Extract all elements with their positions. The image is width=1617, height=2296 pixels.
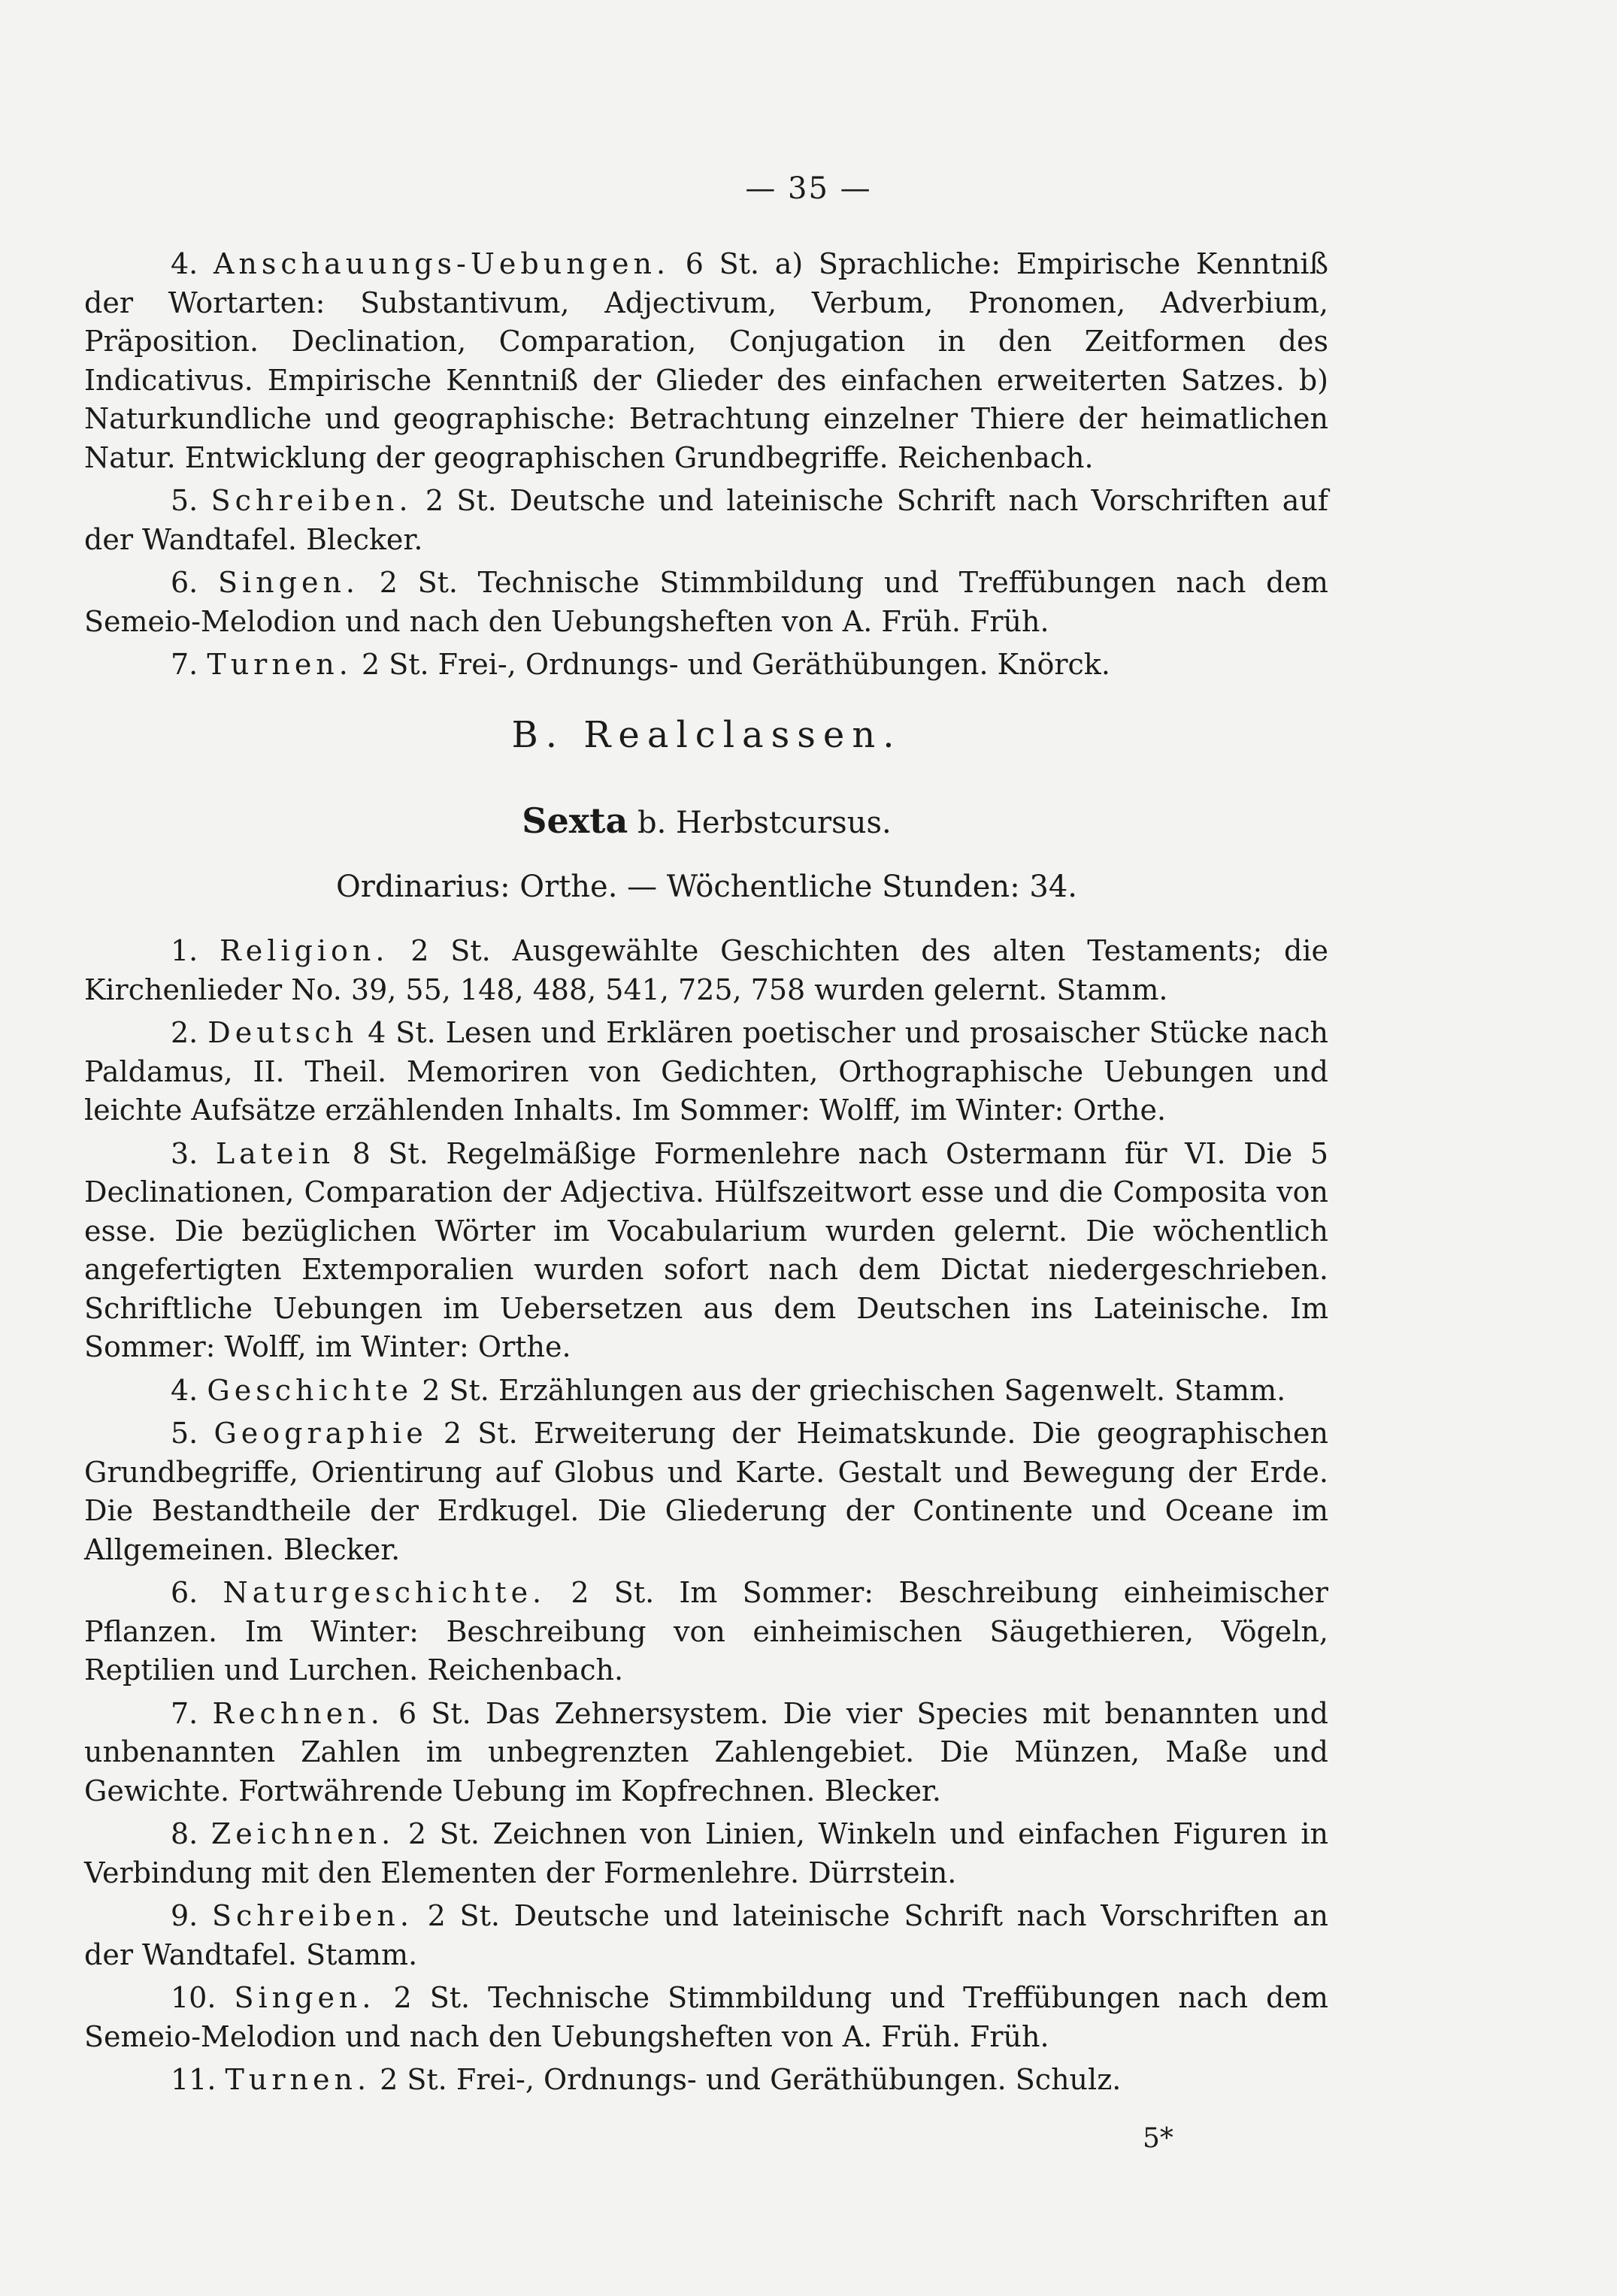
paragraph-subject: Singen. [234,1981,376,2014]
paragraph-text: 2 St. Zeichnen von Linien, Winkeln und einfachen Figuren in Verbindung mit den Elementen der Formenlehre. Dürrstein. [84,1817,1328,1889]
upper-section [84,245,1328,685]
paragraph-text: 2 St. Im Sommer: Beschreibung einheimischer Pflanzen. Im Winter: Beschreibung von einheimischen Säugethieren, Vögeln, Reptilien und Lurchen. Reichenbach. [84,1576,1328,1686]
paragraph-text: 2 St. Erweiterung der Heimatskunde. Die geographischen Grundbegriffe, Orientirung auf Globus und Karte. Gestalt und Bewegung der Erde. Die Bestandtheile der Erdkugel. Die Gliederung der Continente und Oceane im Allgemeinen. Blecker. [84,1417,1328,1566]
paragraph-subject: Anschauungs-Uebungen. [213,247,671,280]
paragraph-number: 9. [171,1899,198,1932]
paragraph-number: 5. [171,484,198,517]
paragraph-text: 2 St. Frei-, Ordnungs- und Geräthübungen. Knörck. [361,648,1110,681]
paragraph-subject: Latein [215,1136,335,1170]
lower-section [84,932,1328,2100]
paragraph-subject: Religion. [220,934,389,967]
paragraph [84,564,1328,641]
paragraph-subject: Turnen. [207,648,353,681]
paragraph-number: 6. [171,1576,198,1609]
paragraph-subject: Rechnen. [212,1696,384,1730]
paragraph-number: 5. [171,1417,198,1450]
paragraph-number: 4. [171,1373,198,1407]
paragraph-number: 1. [171,934,198,967]
paragraph [84,1815,1328,1892]
paragraph-number: 3. [171,1136,198,1170]
paragraph-subject: Schreiben. [211,1899,413,1932]
paragraph-subject: Naturgeschichte. [223,1576,547,1609]
paragraph-text: 2 St. Deutsche und lateinische Schrift nach Vorschriften auf der Wandtafel. Blecker. [84,484,1328,556]
paragraph [84,245,1328,477]
paragraph-subject: Deutsch [207,1016,359,1049]
paragraph [84,1414,1328,1569]
page-number: — 35 — [745,171,872,206]
paragraph-text: 6 St. Das Zehnersystem. Die vier Species mit benannten und unbenannten Zahlen im unbegrenzten Zahlengebiet. Die Münzen, Maße und Gewichte. Fortwährende Uebung im Kopfrechnen. Blecker. [84,1696,1328,1807]
paragraph-number: 11. [171,2063,217,2096]
signature-mark: 5* [1143,2123,1173,2154]
paragraph [84,1014,1328,1130]
class-suffix: b. Herbstcursus. [637,806,892,840]
class-heading [0,800,1413,841]
paragraph-subject: Zeichnen. [210,1817,395,1850]
paragraph-text: 2 St. Technische Stimmbildung und Treffübungen nach dem Semeio-Melodion und nach den Uebungsheften von A. Früh. Früh. [84,566,1328,638]
paragraph-text: 2 St. Deutsche und lateinische Schrift nach Vorschriften an der Wandtafel. Stamm. [84,1899,1328,1971]
paragraph-subject: Singen. [217,566,359,599]
paragraph [84,646,1328,685]
paragraph [84,1695,1328,1811]
paragraph [84,1574,1328,1690]
section-heading: B. Realclassen. [511,714,902,756]
paragraph [84,1135,1328,1367]
paragraph-number: 6. [171,566,198,599]
paragraph-number: 4. [171,247,198,280]
paragraph-number: 7. [171,648,198,681]
paragraph [84,1372,1328,1411]
paragraph-subject: Schreiben. [210,484,413,517]
paragraph [84,2061,1328,2100]
paragraph-text: 8 St. Regelmäßige Formenlehre nach Ostermann für VI. Die 5 Declinationen, Comparation der Adjectiva. Hülfszeitwort esse und die Composita von esse. Die bezüglichen Wörter im Vocabularium wurden gelernt. Die wöchentlich angefertigten Extemporalien wurden sofort nach dem Dictat niedergeschrieben. Schriftliche Uebungen im Uebersetzen aus dem Deutschen ins Lateinische. Im Sommer: Wolff, im Winter: Orthe. [84,1136,1328,1363]
class-name: Sexta [522,800,628,841]
paragraph-subject: Geschichte [207,1373,413,1407]
paragraph-text: 4 St. Lesen und Erklären poetischer und prosaischer Stücke nach Paldamus, II. Theil. Memoriren von Gedichten, Orthographische Uebungen und leichte Aufsätze erzählenden Inhalts. Im Sommer: Wolff, im Winter: Orthe. [84,1016,1328,1127]
paragraph-text: 2 St. Frei-, Ordnungs- und Geräthübungen. Schulz. [380,2063,1122,2096]
paragraph-text: 2 St. Technische Stimmbildung und Treffübungen nach dem Semeio-Melodion und nach den Uebungsheften von A. Früh. Früh. [84,1981,1328,2053]
paragraph-text: 6 St. a) Sprachliche: Empirische Kenntniß der Wortarten: Substantivum, Adjectivum, Verbum, Pronomen, Adverbium, Präposition. Declination, Comparation, Conjugation in den Zeitformen des Indicativus. Empirische Kenntniß der Glieder des einfachen erweiterten Satzes. b) Naturkundliche und geographische: Betrachtung einzelner Thiere der heimatlichen Natur. Entwicklung der geographischen Grundbegriffe. Reichenbach. [84,247,1328,474]
paragraph-number: 8. [171,1817,198,1850]
paragraph-subject: Turnen. [225,2063,371,2096]
paragraph-text: 2 St. Ausgewählte Geschichten des alten Testaments; die Kirchenlieder No. 39, 55, 148, 488, 541, 725, 758 wurden gelernt. Stamm. [84,934,1328,1006]
ordinarius-line: Ordinarius: Orthe. — Wöchentliche Stunden: 34. [335,870,1077,904]
paragraph-text: 2 St. Erzählungen aus der griechischen Sagenwelt. Stamm. [422,1373,1286,1407]
paragraph-subject: Geographie [213,1417,428,1450]
paragraph-number: 7. [171,1696,198,1730]
paragraph-number: 2. [171,1016,198,1049]
paragraph-number: 10. [171,1981,217,2014]
paragraph [84,1897,1328,1974]
paragraph [84,1979,1328,2056]
paragraph [84,482,1328,559]
paragraph [84,932,1328,1009]
